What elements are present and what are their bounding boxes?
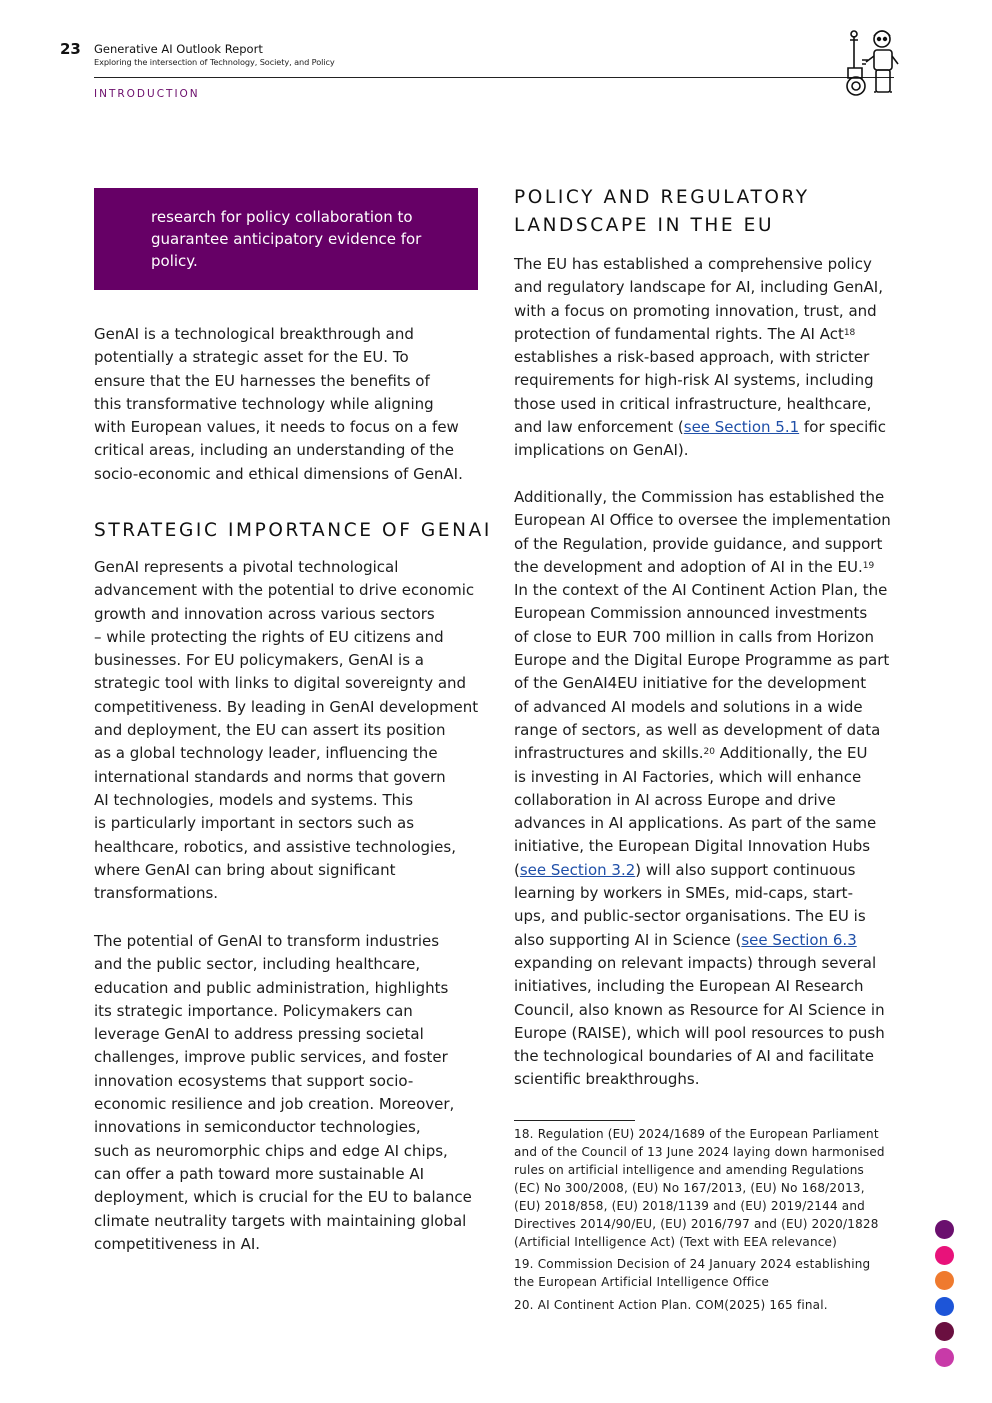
text-line: – while protecting the rights of EU citizens and: [94, 627, 444, 646]
heading-line: LANDSCAPE IN THE EU: [514, 215, 775, 236]
text-line: economic resilience and job creation. Moreover,: [94, 1095, 455, 1114]
footnote-line: 20. AI Continent Action Plan. COM(2025) 165 final.: [514, 1298, 828, 1312]
text-line: businesses. For EU policymakers, GenAI is a: [94, 651, 424, 670]
text-line: The potential of GenAI to transform industries: [94, 932, 440, 950]
text-line: European AI Office to oversee the implementation: [514, 511, 891, 530]
text-line: ensure that the EU harnesses the benefits of: [94, 371, 430, 390]
text-line: of close to EUR 700 million in calls from Horizon: [514, 627, 875, 646]
decorative-dot: [935, 1220, 954, 1239]
text-line: [514, 859, 891, 882]
text-line: innovation ecosystems that support socio-: [94, 1071, 414, 1090]
text-line: scientific breakthroughs.: [514, 1070, 700, 1089]
decorative-dot: [935, 1271, 954, 1290]
intro-paragraph: [94, 323, 463, 486]
text-line: of the GenAI4EU initiative for the development: [514, 674, 867, 693]
text-line: critical areas, including an understanding of the: [94, 441, 455, 460]
text-line: climate neutrality targets with maintaining global: [94, 1211, 467, 1230]
header-rule: [94, 77, 894, 78]
footnote-ref-20[interactable]: 20: [703, 747, 715, 758]
text-line: of the Regulation, provide guidance, and support: [514, 534, 883, 553]
text-line: AI technologies, models and systems. This: [94, 790, 414, 809]
footnote-line: the European Artificial Intelligence Office: [514, 1275, 770, 1289]
text-line: where GenAI can bring about significant: [94, 860, 396, 879]
footnote-line: (EC) No 300/2008, (EU) No 167/2013, (EU) No 168/2013,: [514, 1181, 865, 1195]
policy-paragraph-2: [514, 486, 891, 1092]
text-line: healthcare, robotics, and assistive technologies,: [94, 837, 456, 856]
text-line: the technological boundaries of AI and facilitate: [514, 1047, 874, 1066]
footnote-line: (EU) 2018/858, (EU) 2018/1139 and (EU) 2019/2144 and: [514, 1199, 865, 1213]
heading-strategic-importance: STRATEGIC IMPORTANCE OF GENAI: [94, 520, 492, 541]
strategic-paragraph-1: [94, 556, 478, 905]
text-line: [514, 416, 886, 439]
text-segment: infrastructures and skills.: [514, 744, 704, 763]
text-line: [514, 323, 886, 346]
text-line: GenAI represents a pivotal technological: [94, 558, 399, 576]
text-line: GenAI is a technological breakthrough and: [94, 325, 414, 343]
decorative-dot: [935, 1348, 954, 1367]
text-line: The EU has established a comprehensive policy: [514, 255, 872, 273]
text-line: socio-economic and ethical dimensions of GenAI.: [94, 464, 463, 483]
footnote-ref-19[interactable]: 19: [862, 560, 875, 571]
link-section-3-2[interactable]: see Section 3.2: [519, 860, 636, 879]
footnote-19: [514, 1255, 870, 1291]
footnote-18: [514, 1125, 885, 1251]
section-label: INTRODUCTION: [94, 88, 200, 100]
text-segment: ) will also support continuous: [635, 860, 856, 879]
text-segment: (: [514, 860, 520, 879]
heading-line: POLICY AND REGULATORY: [514, 187, 810, 208]
heading-policy-landscape: [514, 184, 810, 240]
text-line: advancement with the potential to drive economic: [94, 581, 475, 600]
text-line: with European values, it needs to focus on a few: [94, 418, 459, 437]
text-line: and deployment, the EU can assert its position: [94, 721, 446, 740]
text-line: learning by workers in SMEs, mid-caps, start-: [514, 884, 853, 903]
footnote-line: 19. Commission Decision of 24 January 2024 establishing: [514, 1257, 871, 1271]
footnote-line: (Artificial Intelligence Act) (Text with EEA relevance): [514, 1235, 838, 1249]
footnote-line: 18. Regulation (EU) 2024/1689 of the European Parliament: [514, 1127, 879, 1141]
text-line: its strategic importance. Policymakers can: [94, 1001, 413, 1020]
text-line: ups, and public-sector organisations. The EU is: [514, 907, 866, 926]
text-line: collaboration in AI across Europe and drive: [514, 790, 836, 809]
text-line: [514, 929, 891, 952]
text-segment: protection of fundamental rights. The AI Act: [514, 324, 844, 343]
text-segment: for specific: [799, 418, 886, 437]
text-line: deployment, which is crucial for the EU to balance: [94, 1188, 472, 1207]
policy-paragraph-1: [514, 253, 886, 463]
text-segment: also supporting AI in Science (: [514, 930, 742, 949]
text-line: is particularly important in sectors such as: [94, 814, 415, 833]
decorative-dot: [935, 1297, 954, 1316]
text-line: implications on GenAI).: [514, 441, 689, 460]
text-line: requirements for high-risk AI systems, including: [514, 371, 874, 390]
text-line: challenges, improve public services, and foster: [94, 1048, 448, 1067]
text-line: Europe and the Digital Europe Programme as part: [514, 651, 890, 670]
text-line: [514, 556, 891, 579]
text-line: European Commission announced investments: [514, 604, 868, 623]
text-line: and regulatory landscape for AI, including GenAI,: [514, 278, 883, 297]
footnote-line: and of the Council of 13 June 2024 laying down harmonised: [514, 1145, 885, 1159]
text-line: Council, also known as Resource for AI Science in: [514, 1000, 885, 1019]
text-line: those used in critical infrastructure, healthcare,: [514, 394, 872, 413]
report-subtitle: Exploring the intersection of Technology, Society, and Policy: [94, 57, 335, 67]
text-segment: Additionally, the EU: [715, 744, 868, 763]
text-line: such as neuromorphic chips and edge AI chips,: [94, 1141, 448, 1160]
text-segment: the development and adoption of AI in the EU.: [514, 557, 863, 576]
text-line: leverage GenAI to address pressing societal: [94, 1025, 424, 1044]
text-line: as a global technology leader, influencing the: [94, 744, 438, 763]
text-segment: and law enforcement (: [514, 418, 684, 437]
text-line: [514, 742, 891, 765]
text-line: initiative, the European Digital Innovation Hubs: [514, 837, 871, 856]
text-line: Europe (RAISE), which will pool resources to push: [514, 1023, 885, 1042]
link-section-5-1[interactable]: see Section 5.1: [683, 418, 800, 437]
text-line: potentially a strategic asset for the EU. To: [94, 348, 409, 367]
text-line: competitiveness. By leading in GenAI development: [94, 697, 479, 716]
report-title: Generative AI Outlook Report: [94, 42, 263, 56]
text-line: can offer a path toward more sustainable AI: [94, 1164, 424, 1183]
text-line: transformations.: [94, 884, 219, 903]
strategic-paragraph-2: [94, 930, 472, 1256]
text-line: initiatives, including the European AI Research: [514, 977, 864, 996]
text-line: establishes a risk-based approach, with stricter: [514, 348, 870, 367]
text-line: expanding on relevant impacts) through several: [514, 953, 877, 972]
text-line: education and public administration, highlights: [94, 978, 449, 997]
footnote-ref-18[interactable]: 18: [843, 327, 856, 338]
link-section-6-3[interactable]: see Section 6.3: [741, 930, 857, 949]
text-line: of advanced AI models and solutions in a wide: [514, 697, 863, 716]
text-line: is investing in AI Factories, which will enhance: [514, 767, 862, 786]
footnote-line: rules on artificial intelligence and amending Regulations: [514, 1163, 864, 1177]
text-line: range of sectors, as well as development of data: [514, 720, 881, 739]
footnote-rule: [514, 1120, 635, 1121]
page-number: 23: [60, 40, 81, 58]
text-line: innovations in semiconductor technologies,: [94, 1118, 421, 1137]
footnote-20: [514, 1296, 828, 1314]
callout-line: guarantee anticipatory evidence for: [151, 230, 422, 248]
decorative-dot: [935, 1246, 954, 1265]
text-line: with a focus on promoting innovation, trust, and: [514, 301, 877, 320]
callout-line: policy.: [151, 252, 198, 270]
text-line: advances in AI applications. As part of the same: [514, 814, 877, 833]
decorative-dot: [935, 1322, 954, 1341]
text-line: and the public sector, including healthcare,: [94, 955, 421, 974]
text-line: competitiveness in AI.: [94, 1234, 261, 1253]
text-line: Additionally, the Commission has established the: [514, 488, 885, 506]
callout-box: [94, 188, 478, 290]
text-line: growth and innovation across various sectors: [94, 604, 435, 623]
text-line: international standards and norms that govern: [94, 767, 446, 786]
callout-text: [151, 206, 451, 272]
text-line: strategic tool with links to digital sovereignty and: [94, 674, 467, 693]
text-line: In the context of the AI Continent Action Plan, the: [514, 581, 888, 600]
footnote-line: Directives 2014/90/EU, (EU) 2016/797 and (EU) 2020/1828: [514, 1217, 879, 1231]
robot-figure-icon: [838, 26, 902, 100]
callout-line: research for policy collaboration to: [151, 208, 413, 226]
text-line: this transformative technology while aligning: [94, 394, 434, 413]
